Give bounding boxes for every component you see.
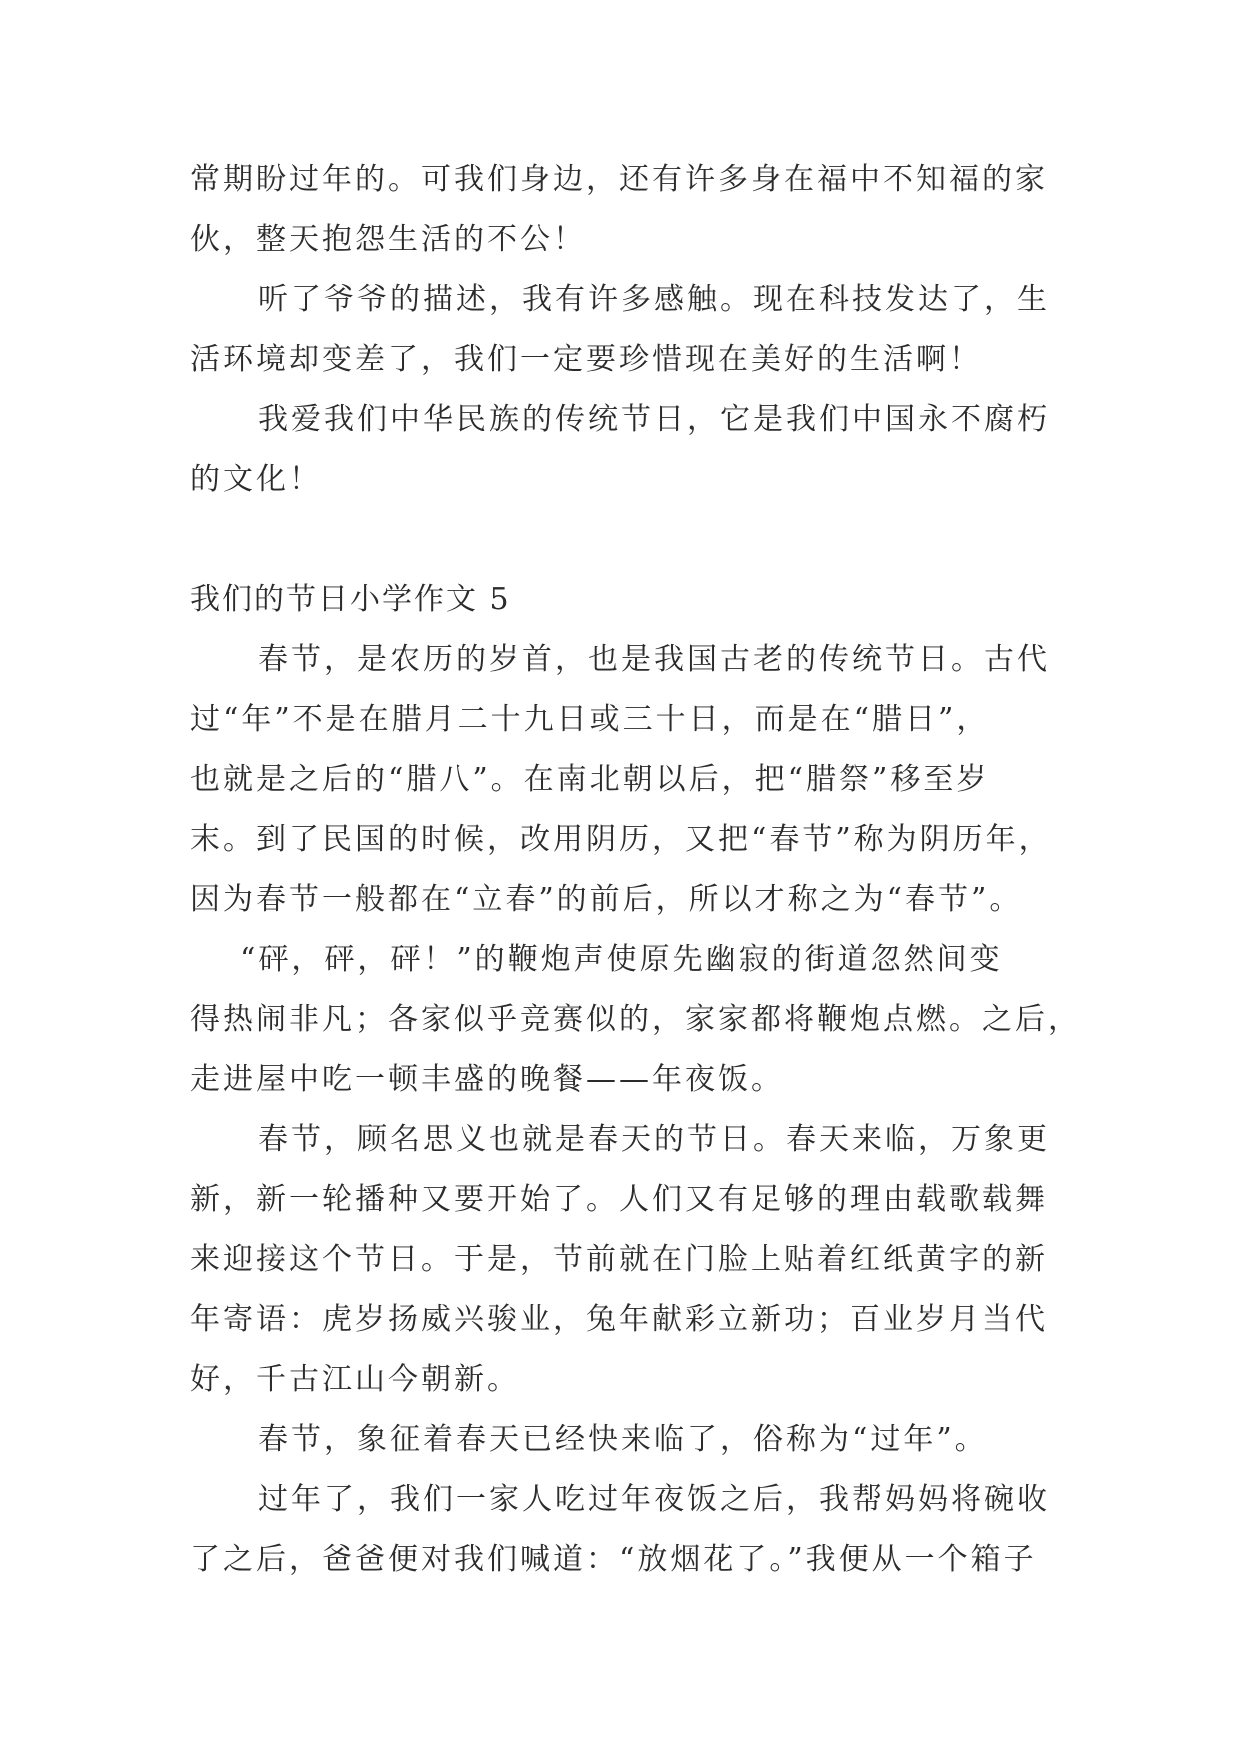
text-line: 常期盼过年的。可我们身边，还有许多身在福中不知福的家	[190, 162, 1048, 197]
text-line: 年寄语：虎岁扬威兴骏业，兔年献彩立新功；百业岁月当代	[190, 1302, 1048, 1337]
text-line: 新，新一轮播种又要开始了。人们又有足够的理由载歌载舞	[190, 1182, 1048, 1217]
text-line: 过“年”不是在腊月二十九日或三十日，而是在“腊日”，	[190, 702, 990, 737]
text-line: 的文化！	[190, 462, 322, 497]
text-line: 好，千古江山今朝新。	[190, 1362, 520, 1397]
text-line: 活环境却变差了，我们一定要珍惜现在美好的生活啊！	[190, 342, 982, 377]
text-line: 也就是之后的“腊八”。在南北朝以后，把“腊祭”移至岁	[190, 762, 990, 797]
text-line: 春节，象征着春天已经快来临了，俗称为“过年”。	[258, 1422, 988, 1457]
text-line: 伙，整天抱怨生活的不公！	[190, 222, 586, 257]
text-line: 末。到了民国的时候，改用阴历，又把“春节”称为阴历年，	[190, 822, 1052, 857]
text-line: 春节，顾名思义也就是春天的节日。春天来临，万象更	[258, 1122, 1050, 1157]
section-gap	[190, 510, 1060, 570]
text-line: “砰，砰，砰！”的鞭炮声使原先幽寂的街道忽然间变	[240, 942, 1003, 977]
text-line: 得热闹非凡；各家似乎竞赛似的，家家都将鞭炮点燃。之后，	[190, 1002, 1081, 1037]
document-page	[190, 150, 1081, 1590]
text-line: 过年了，我们一家人吃过年夜饭之后，我帮妈妈将碗收	[258, 1482, 1050, 1517]
text-line: 因为春节一般都在“立春”的前后，所以才称之为“春节”。	[190, 882, 1023, 917]
text-line: 来迎接这个节日。于是，节前就在门脸上贴着红纸黄字的新	[190, 1242, 1048, 1277]
text-line: 走进屋中吃一顿丰盛的晚餐——年夜饭。	[190, 1062, 784, 1097]
section-title: 我们的节日小学作文 5	[190, 582, 511, 617]
text-line: 了之后，爸爸便对我们喊道：“放烟花了。”我便从一个箱子	[190, 1542, 1037, 1577]
text-line: 春节，是农历的岁首，也是我国古老的传统节日。古代	[258, 642, 1050, 677]
text-line: 我爱我们中华民族的传统节日，它是我们中国永不腐朽	[258, 402, 1050, 437]
text-line: 听了爷爷的描述，我有许多感触。现在科技发达了，生	[258, 282, 1050, 317]
